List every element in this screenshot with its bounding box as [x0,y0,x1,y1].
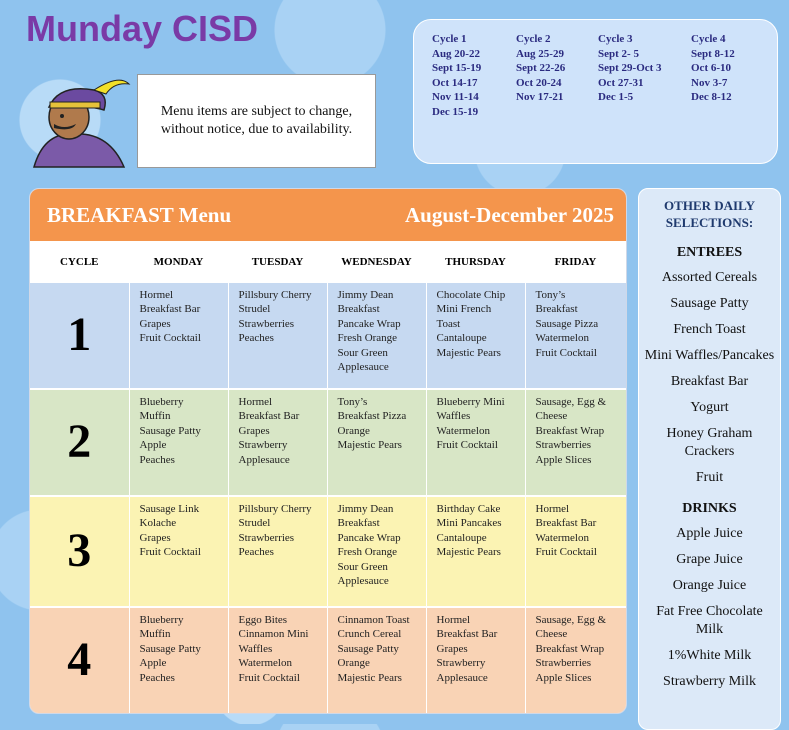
menu-item: Strawberries [238,317,295,330]
column-header: THURSDAY [426,241,525,283]
menu-cell [426,496,525,607]
menu-period: August-December 2025 [405,203,614,227]
breakfast-menu [29,188,627,714]
cycle-3-column [598,32,662,105]
menu-item: Grapes [436,642,468,655]
cycle-1-column [432,32,481,119]
menu-item: Muffin [139,410,171,423]
menu-item: Jimmy Dean [337,503,394,515]
menu-item: Cheese [535,628,568,641]
menu-cell [327,389,426,496]
menu-cell [525,607,626,714]
menu-item: Muffin [139,628,171,641]
menu-item: Applesauce [337,361,389,374]
cycle-date: Oct 20-24 [516,76,562,89]
cycle-date: Nov 3-7 [691,76,728,89]
menu-item: Toast [436,317,461,330]
drink-item: Grape Juice [676,552,743,567]
table-row [30,283,626,389]
cycle-date: Dec 15-19 [432,105,479,118]
menu-cell [327,607,426,714]
menu-cell [228,496,327,607]
menu-item: Breakfast [535,303,578,316]
column-header: CYCLE [30,241,129,283]
menu-title: BREAKFAST Menu [47,203,232,227]
menu-cell [327,496,426,607]
cycle-label: Cycle 3 [598,33,633,45]
entree-item: Assorted Cereals [661,270,758,285]
cycle-date: Sept 15-19 [432,62,482,74]
menu-item: Applesauce [436,671,488,684]
menu-item: Majestic Pears [436,346,501,359]
menu-item: Pillsbury Cherry [238,289,312,301]
menu-item: Sausage Patty [337,642,399,655]
menu-item: Applesauce [238,453,290,466]
menu-item: Apple [139,657,167,670]
cycle-date: Sept 8-12 [691,47,735,60]
drink-item: Apple Juice [676,526,743,541]
menu-item: Watermelon [436,424,490,437]
cycle-date: Aug 20-22 [432,47,480,60]
cycle-date: Nov 17-21 [516,91,564,103]
menu-item: Apple Slices [535,453,592,466]
column-header: WEDNESDAY [327,241,426,283]
menu-item: Pancake Wrap [337,531,401,544]
menu-item: Blueberry [139,396,184,408]
menu-item: Blueberry Mini [436,396,505,408]
menu-item: Grapes [238,424,270,437]
menu-item: Eggo Bites [238,614,288,626]
menu-item: Sausage Patty [139,642,201,655]
menu-item: Kolache [139,517,177,530]
menu-item: Apple [139,439,167,452]
menu-item: Peaches [238,546,274,559]
menu-item: Sausage Pizza [535,317,599,330]
menu-item: Sour Green [337,346,388,359]
pirate-mascot-icon [24,72,134,172]
menu-item: Sausage, Egg & [535,614,607,626]
menu-cell [525,389,626,496]
cycle-label: Cycle 2 [516,33,551,45]
menu-header [30,189,626,241]
drink-item: Strawberry Milk [663,674,756,689]
menu-item: Strawberry [436,657,486,670]
menu-item: Breakfast [337,303,380,316]
drink-item: Fat Free Chocolate Milk [656,604,763,637]
menu-item: Crunch Cereal [337,628,402,641]
table-row [30,607,626,714]
cycle-date: Dec 8-12 [691,91,732,103]
menu-item: Sausage Patty [139,424,201,437]
menu-cell [327,283,426,389]
cycle-date: Sept 2- 5 [598,47,639,60]
menu-item: Orange [337,657,370,670]
cycle-number: 3 [30,496,129,607]
menu-item: Cantaloupe [436,531,487,544]
menu-item: Peaches [139,671,175,684]
menu-item: Grapes [139,531,171,544]
entree-item: Yogurt [690,400,729,415]
cycle-date: Dec 1-5 [598,91,634,103]
cycle-date: Nov 11-14 [432,91,479,103]
menu-item: Breakfast [337,517,380,530]
menu-item: Orange [337,424,370,437]
menu-item: Strawberry [238,439,288,452]
menu-item: Fruit Cocktail [535,546,597,559]
cycle-date: Sept 22-26 [516,62,566,74]
menu-item: Fruit Cocktail [139,332,201,345]
page-title: Munday CISD [26,8,259,49]
menu-item: Strudel [238,303,271,316]
menu-item: Fruit Cocktail [535,346,597,359]
cycle-date: Oct 27-31 [598,76,644,89]
menu-item: Breakfast Bar [139,303,201,316]
cycle-date: Aug 25-29 [516,47,564,60]
cycle-number: 4 [30,607,129,714]
menu-item: Birthday Cake [436,503,501,515]
drink-item: Orange Juice [672,578,747,593]
menu-item: Hormel [139,289,174,301]
other-daily-selections [638,188,781,730]
menu-column-headers [30,241,626,283]
menu-item: Sausage Link [139,503,200,515]
menu-cell [129,496,228,607]
cycle-date: Oct 6-10 [691,62,732,74]
menu-item: Majestic Pears [337,439,402,452]
cycle-number: 2 [30,389,129,496]
menu-item: Jimmy Dean [337,289,394,301]
cycle-number: 1 [30,283,129,389]
menu-item: Cheese [535,410,568,423]
menu-item: Fruit Cocktail [436,439,498,452]
menu-item: Waffles [238,642,273,655]
menu-item: Mini French [436,303,492,316]
entree-item: Honey Graham Crackers [666,426,753,459]
menu-item: Fruit Cocktail [238,671,300,684]
menu-cell [129,283,228,389]
column-header: TUESDAY [228,241,327,283]
drinks-list [639,525,780,691]
cycle-date: Sept 29-Oct 3 [598,62,662,74]
menu-cell [228,283,327,389]
menu-cell [228,389,327,496]
menu-item: Strudel [238,517,271,530]
menu-cell [426,389,525,496]
menu-item: Peaches [238,332,274,345]
menu-item: Mini Pancakes [436,517,502,530]
entree-item: Sausage Patty [670,296,749,311]
menu-item: Breakfast Pizza [337,410,407,423]
cycle-date: Oct 14-17 [432,76,478,89]
menu-item: Breakfast Bar [436,628,498,641]
menu-item: Grapes [139,317,171,330]
column-header: MONDAY [129,241,228,283]
menu-item: Strawberries [535,439,592,452]
menu-item: Strawberries [238,531,295,544]
cycle-2-column [516,32,565,105]
cycle-label: Cycle 1 [432,33,467,45]
menu-cell [525,496,626,607]
menu-item: Breakfast Bar [535,517,597,530]
drinks-heading: DRINKS [682,501,737,516]
menu-item: Watermelon [535,531,589,544]
menu-item: Pillsbury Cherry [238,503,312,515]
menu-item: Chocolate Chip [436,289,506,301]
menu-item: Hormel [436,614,471,626]
menu-item: Majestic Pears [436,546,501,559]
entree-item: French Toast [673,322,746,337]
table-row [30,389,626,496]
menu-item: Tony’s [337,396,368,408]
menu-item: Breakfast Wrap [535,424,605,437]
menu-item: Fresh Orange [337,546,398,559]
menu-item: Fruit Cocktail [139,546,201,559]
menu-item: Sour Green [337,560,388,573]
menu-cell [129,607,228,714]
menu-item: Hormel [535,503,570,515]
daily-title: OTHER DAILY SELECTIONS: [664,198,755,230]
menu-item: Peaches [139,453,175,466]
entree-item: Mini Waffles/Pancakes [644,348,775,363]
menu-cell [525,283,626,389]
menu-item: Cantaloupe [436,332,487,345]
cycle-4-column [691,32,735,105]
menu-item: Fresh Orange [337,332,398,345]
menu-item: Breakfast Bar [238,410,300,423]
menu-item: Watermelon [535,332,589,345]
menu-cell [426,283,525,389]
menu-item: Hormel [238,396,273,408]
menu-item: Strawberries [535,657,592,670]
menu-item: Breakfast Wrap [535,642,605,655]
entree-item: Fruit [695,470,724,485]
table-row [30,496,626,607]
menu-table [30,241,627,714]
menu-cell [426,607,525,714]
menu-item: Applesauce [337,575,389,588]
menu-item: Pancake Wrap [337,317,401,330]
menu-cell [228,607,327,714]
menu-item: Cinnamon Mini [238,628,309,641]
entrees-list [639,269,780,487]
menu-item: Watermelon [238,657,292,670]
entrees-heading: ENTREES [676,245,743,260]
cycle-label: Cycle 4 [691,33,726,45]
menu-item: Apple Slices [535,671,592,684]
column-header: FRIDAY [525,241,626,283]
menu-item: Majestic Pears [337,671,402,684]
menu-item: Waffles [436,410,471,423]
entree-item: Breakfast Bar [670,374,749,389]
menu-item: Sausage, Egg & [535,396,607,408]
drink-item: 1%White Milk [667,648,752,663]
menu-item: Cinnamon Toast [337,614,410,626]
menu-change-notice: Menu items are subject to change, without notice, due to availability. [137,74,376,168]
cycle-dates-panel [413,19,778,164]
menu-cell [129,389,228,496]
menu-item: Tony’s [535,289,566,301]
menu-item: Blueberry [139,614,184,626]
